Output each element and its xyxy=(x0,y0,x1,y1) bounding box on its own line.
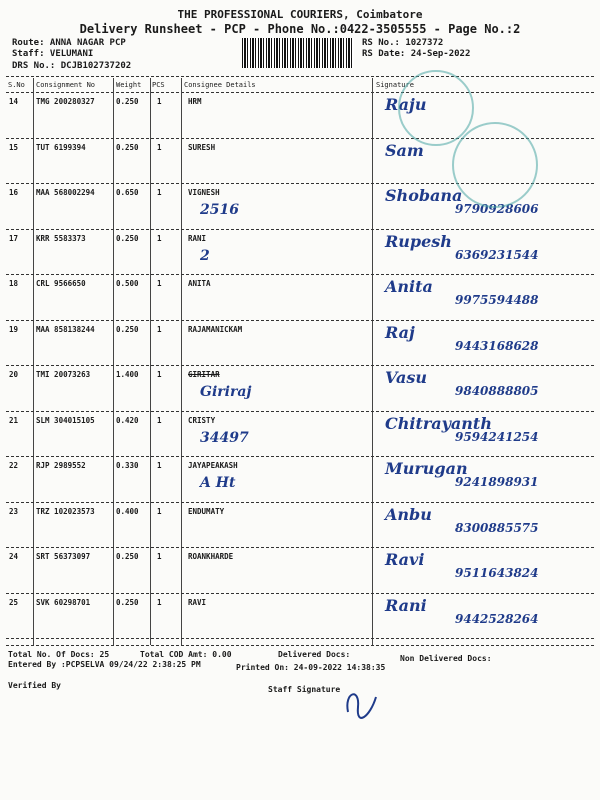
table-row xyxy=(0,322,600,375)
row-separator xyxy=(6,593,594,594)
row-weight: 1.400 xyxy=(116,370,139,379)
row-sno: 23 xyxy=(9,506,19,516)
row-separator xyxy=(6,365,594,366)
row-pcs: 1 xyxy=(157,370,162,379)
total-docs: Total No. Of Docs: 25 xyxy=(8,650,110,659)
col-header-consignment: Consignment No xyxy=(36,81,96,89)
row-consignment: CRL 9566650 xyxy=(36,279,86,288)
barcode xyxy=(242,38,354,68)
row-weight: 0.250 xyxy=(116,97,139,106)
row-signature: Sam xyxy=(385,140,424,160)
row-pcs: 1 xyxy=(157,142,162,152)
row-consignee: ENDUMATY xyxy=(188,506,225,516)
row-pcs: 1 xyxy=(157,188,162,197)
row-consignee: ROANKHARDE xyxy=(188,552,234,561)
row-consignee: CRISTY xyxy=(188,415,216,425)
row-weight: 0.420 xyxy=(116,415,139,425)
row-consignment: MAA 858138244 xyxy=(36,324,95,334)
delivered-docs: Delivered Docs: xyxy=(278,650,351,659)
row-sno: 17 xyxy=(9,233,19,243)
row-signature: Vasu xyxy=(385,368,427,387)
row-consignment: TRZ 102023573 xyxy=(36,506,95,516)
table-row xyxy=(0,595,600,648)
col-header-sno: S.No xyxy=(8,81,25,89)
row-weight: 0.250 xyxy=(116,324,139,334)
row-handwritten-note: 2516 xyxy=(200,202,239,218)
row-sno: 19 xyxy=(9,324,19,334)
row-phone: 9975594488 xyxy=(455,293,539,307)
row-weight: 0.330 xyxy=(116,461,139,470)
col-header-weight: Weight xyxy=(116,81,142,89)
row-consignment: KRR 5583373 xyxy=(36,233,86,243)
row-weight: 0.250 xyxy=(116,597,139,607)
row-phone: 9241898931 xyxy=(455,475,539,489)
rs-date: RS Date: 24-Sep-2022 xyxy=(362,49,471,59)
row-separator xyxy=(6,547,594,548)
row-consignment: TMI 20073263 xyxy=(36,370,91,379)
verified-by: Verified By xyxy=(8,681,61,690)
row-handwritten-note: Giriraj xyxy=(200,384,252,400)
total-cod: Total COD Amt: 0.00 xyxy=(140,650,232,659)
col-header-pcs: PCS xyxy=(152,81,165,89)
drs-label: DRS No.: DCJB102737202 xyxy=(12,61,132,71)
row-signature: Rupesh xyxy=(385,231,452,251)
row-signature: Murugan xyxy=(385,459,468,478)
row-separator xyxy=(6,274,594,275)
row-phone: 9594241254 xyxy=(455,429,539,444)
row-pcs: 1 xyxy=(157,506,162,516)
row-weight: 0.250 xyxy=(116,142,139,152)
row-sno: 20 xyxy=(9,370,19,379)
entered-by: Entered By :PCPSELVA 09/24/22 2:38:25 PM xyxy=(8,660,201,669)
row-phone: 9511643824 xyxy=(455,566,539,580)
col-header-signature: Signature xyxy=(376,81,414,89)
row-pcs: 1 xyxy=(157,415,162,425)
stamp-seal xyxy=(398,70,474,146)
row-consignment: SVK 60298701 xyxy=(36,597,91,607)
row-separator xyxy=(6,229,594,230)
table-top-rule xyxy=(6,76,594,77)
row-separator xyxy=(6,456,594,457)
row-phone: 9840888805 xyxy=(455,384,539,398)
row-sno: 22 xyxy=(9,461,19,470)
row-separator xyxy=(6,411,594,412)
row-sno: 15 xyxy=(9,142,19,152)
row-consignment: TMG 200280327 xyxy=(36,97,95,106)
table-row xyxy=(0,279,600,329)
row-consignee: SURESH xyxy=(188,142,216,152)
row-consignee: VIGNESH xyxy=(188,188,220,197)
row-sno: 24 xyxy=(9,552,19,561)
row-phone: 6369231544 xyxy=(455,247,539,262)
row-sno: 25 xyxy=(9,597,19,607)
row-phone: 9790928606 xyxy=(455,202,539,216)
row-separator xyxy=(6,502,594,503)
row-handwritten-note: 2 xyxy=(200,247,210,264)
staff-label: Staff: VELUMANI xyxy=(12,49,94,59)
row-phone: 9443168628 xyxy=(455,338,539,353)
table-row xyxy=(0,461,600,511)
row-separator xyxy=(6,638,594,639)
row-consignee: RANI xyxy=(188,233,207,243)
row-consignee: HRM xyxy=(188,97,202,106)
row-consignee: ANITA xyxy=(188,279,211,288)
row-weight: 0.250 xyxy=(116,233,139,243)
row-pcs: 1 xyxy=(157,97,162,106)
row-signature: Ravi xyxy=(385,550,425,569)
row-consignment: TUT 6199394 xyxy=(36,142,86,152)
route-label: Route: ANNA NAGAR PCP xyxy=(12,38,126,48)
row-sno: 14 xyxy=(9,97,19,106)
row-consignment: MAA 568002294 xyxy=(36,188,95,197)
row-pcs: 1 xyxy=(157,552,162,561)
row-consignee: RAJAMANICKAM xyxy=(188,324,243,334)
row-pcs: 1 xyxy=(157,324,162,334)
row-weight: 0.400 xyxy=(116,506,139,516)
row-sno: 18 xyxy=(9,279,19,288)
row-phone: 9442528264 xyxy=(455,611,539,626)
row-separator xyxy=(6,320,594,321)
row-signature: Chitrayanth xyxy=(385,413,492,433)
row-consignment: SLM 304015105 xyxy=(36,415,95,425)
table-row xyxy=(0,504,600,557)
rs-number: RS No.: 1027372 xyxy=(362,38,444,48)
company-title: THE PROFESSIONAL COURIERS, Coimbatore xyxy=(177,8,423,21)
staff-signature-label: Staff Signature xyxy=(268,685,341,694)
row-signature: Anbu xyxy=(385,504,432,524)
row-weight: 0.500 xyxy=(116,279,139,288)
row-handwritten-note: A Ht xyxy=(200,475,236,491)
table-row xyxy=(0,413,600,466)
staff-signature-mark xyxy=(340,682,380,722)
table-bottom-rule xyxy=(6,645,594,646)
stamp-seal xyxy=(452,122,538,208)
row-handwritten-note: 34497 xyxy=(200,429,249,446)
row-consignee: JAYAPEAKASH xyxy=(188,461,238,470)
row-phone: 8300885575 xyxy=(455,520,539,535)
row-signature: Raj xyxy=(385,322,415,342)
row-signature: Anita xyxy=(385,277,433,296)
row-pcs: 1 xyxy=(157,279,162,288)
printed-on: Printed On: 24-09-2022 14:38:35 xyxy=(236,663,386,672)
row-weight: 0.650 xyxy=(116,188,139,197)
col-header-consignee: Consignee Details xyxy=(184,81,256,89)
row-sno: 21 xyxy=(9,415,19,425)
table-row xyxy=(0,231,600,284)
row-signature: Raju xyxy=(385,95,427,114)
row-pcs: 1 xyxy=(157,461,162,470)
row-pcs: 1 xyxy=(157,597,162,607)
row-consignee: RAVI xyxy=(188,597,207,607)
header-rule xyxy=(6,92,594,93)
non-delivered-docs: Non Delivered Docs: xyxy=(400,654,492,663)
row-signature: Rani xyxy=(385,595,427,615)
row-weight: 0.250 xyxy=(116,552,139,561)
row-consignment: RJP 2989552 xyxy=(36,461,86,470)
table-row xyxy=(0,370,600,420)
row-signature: Shobana xyxy=(385,186,463,205)
row-pcs: 1 xyxy=(157,233,162,243)
row-sno: 16 xyxy=(9,188,19,197)
runsheet-title: Delivery Runsheet - PCP - Phone No.:0422-3505555 - Page No.:2 xyxy=(79,22,521,36)
row-consignee: GIRITAR xyxy=(188,370,220,379)
table-row xyxy=(0,552,600,602)
row-consignment: SRT 56373097 xyxy=(36,552,91,561)
